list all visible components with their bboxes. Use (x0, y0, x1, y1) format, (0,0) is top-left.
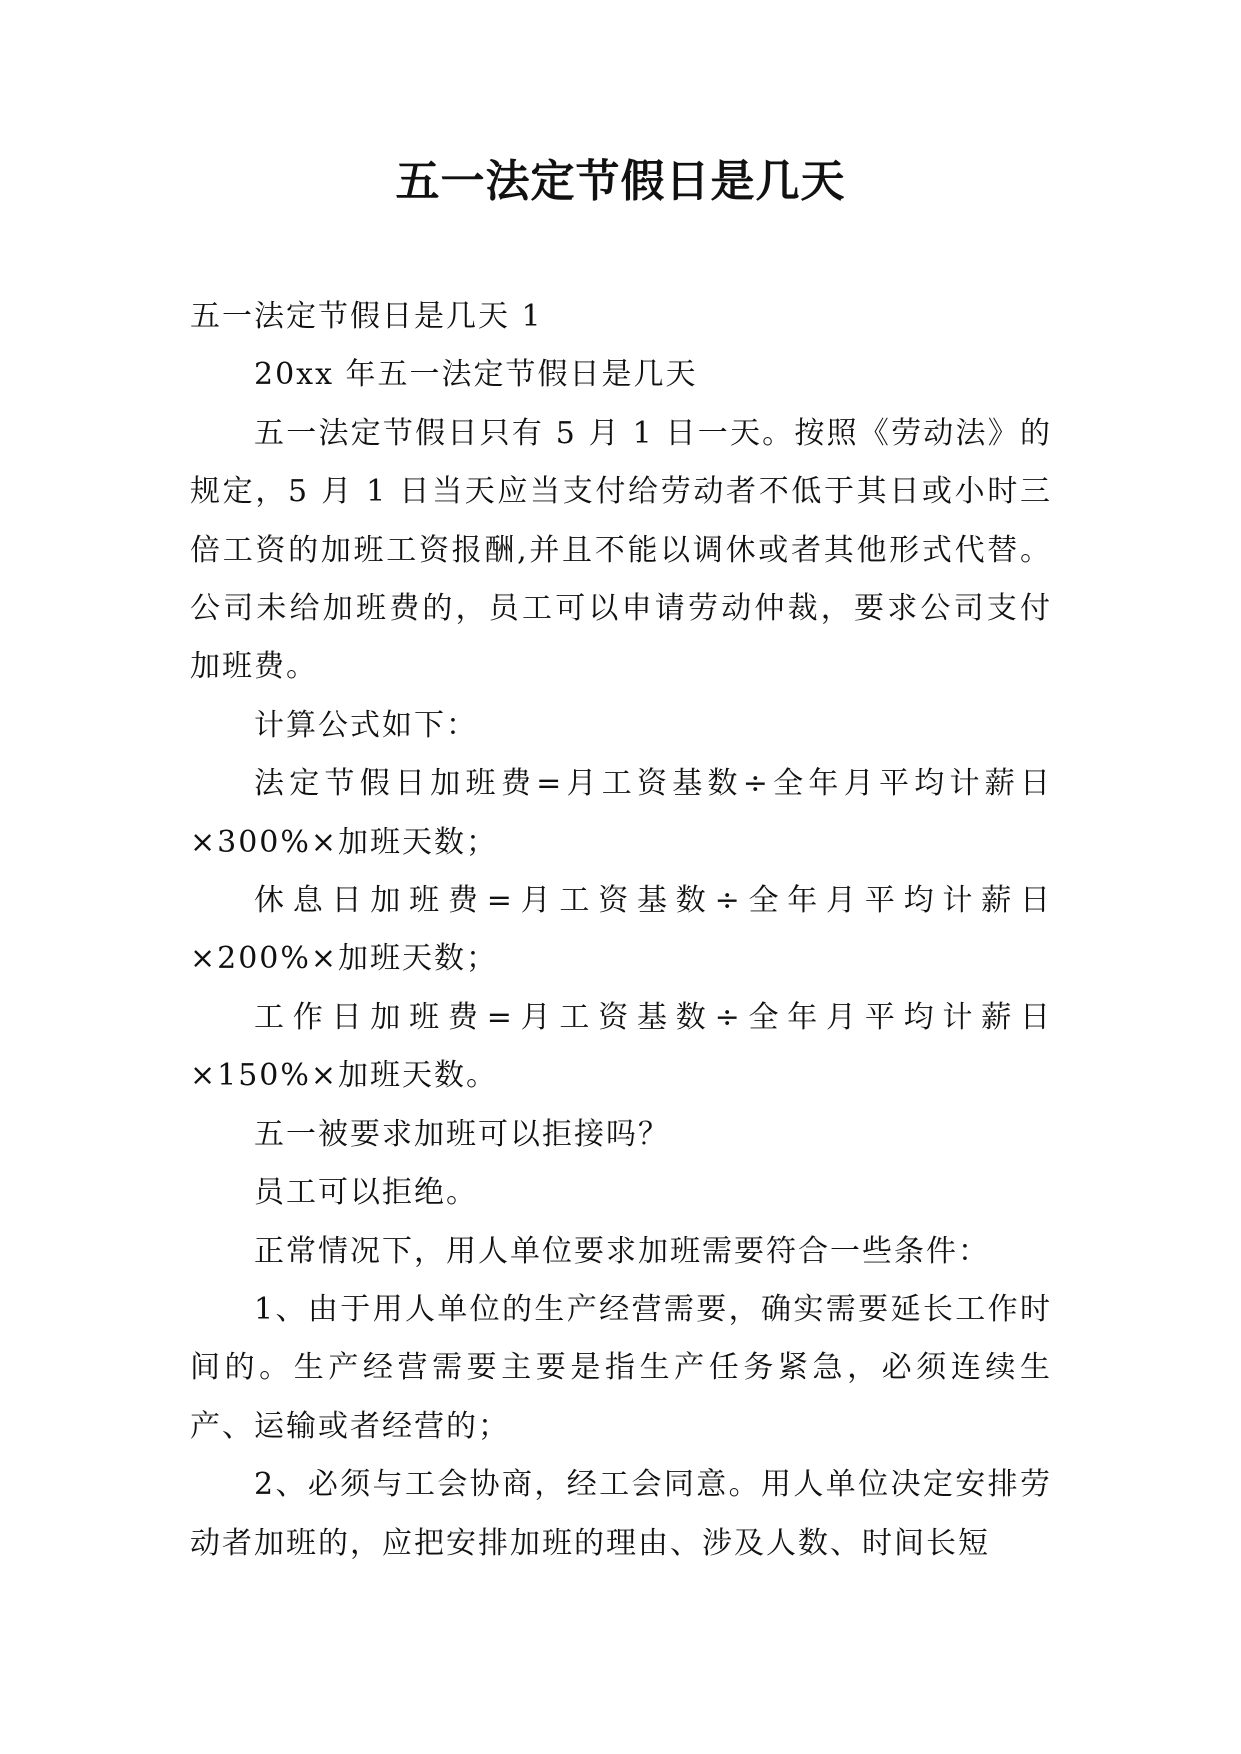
paragraph: 休息日加班费=月工资基数÷全年月平均计薪日×200%×加班天数； (190, 883, 1052, 977)
paragraph: 工作日加班费=月工资基数÷全年月平均计薪日×150%×加班天数。 (190, 999, 1052, 1094)
paragraph: 五一被要求加班可以拒接吗？ (254, 1116, 670, 1152)
paragraph: 五一法定节假日只有 5 月 1 日一天。按照《劳动法》的规定，5 月 1 日当天应当支付给劳动者不低于其日或小时三倍工资的加班工资报酬,并且不能以调休或者其他形式代替。公司未给加班费的，员工可以申请劳动仲裁，要求公司支付加班费。 (190, 415, 1052, 685)
paragraph: 正常情况下，用人单位要求加班需要符合一些条件： (254, 1233, 990, 1269)
paragraph: 2、必须与工会协商，经工会同意。用人单位决定安排劳动者加班的，应把安排加班的理由、涉及人数、时间长短 (190, 1467, 1052, 1561)
paragraph: 计算公式如下： (254, 707, 478, 743)
paragraph: 1、由于用人单位的生产经营需要，确实需要延长工作时间的。生产经营需要主要是指生产任务紧急，必须连续生产、运输或者经营的； (190, 1291, 1052, 1444)
paragraph: 法定节假日加班费=月工资基数÷全年月平均计薪日×300%×加班天数； (190, 766, 1052, 860)
paragraph: 20xx 年五一法定节假日是几天 (254, 357, 698, 393)
document-title: 五一法定节假日是几天 (395, 156, 846, 207)
paragraph-heading: 五一法定节假日是几天 1 (190, 299, 543, 334)
paragraph: 员工可以拒绝。 (254, 1175, 478, 1211)
document-body (190, 288, 1052, 1573)
